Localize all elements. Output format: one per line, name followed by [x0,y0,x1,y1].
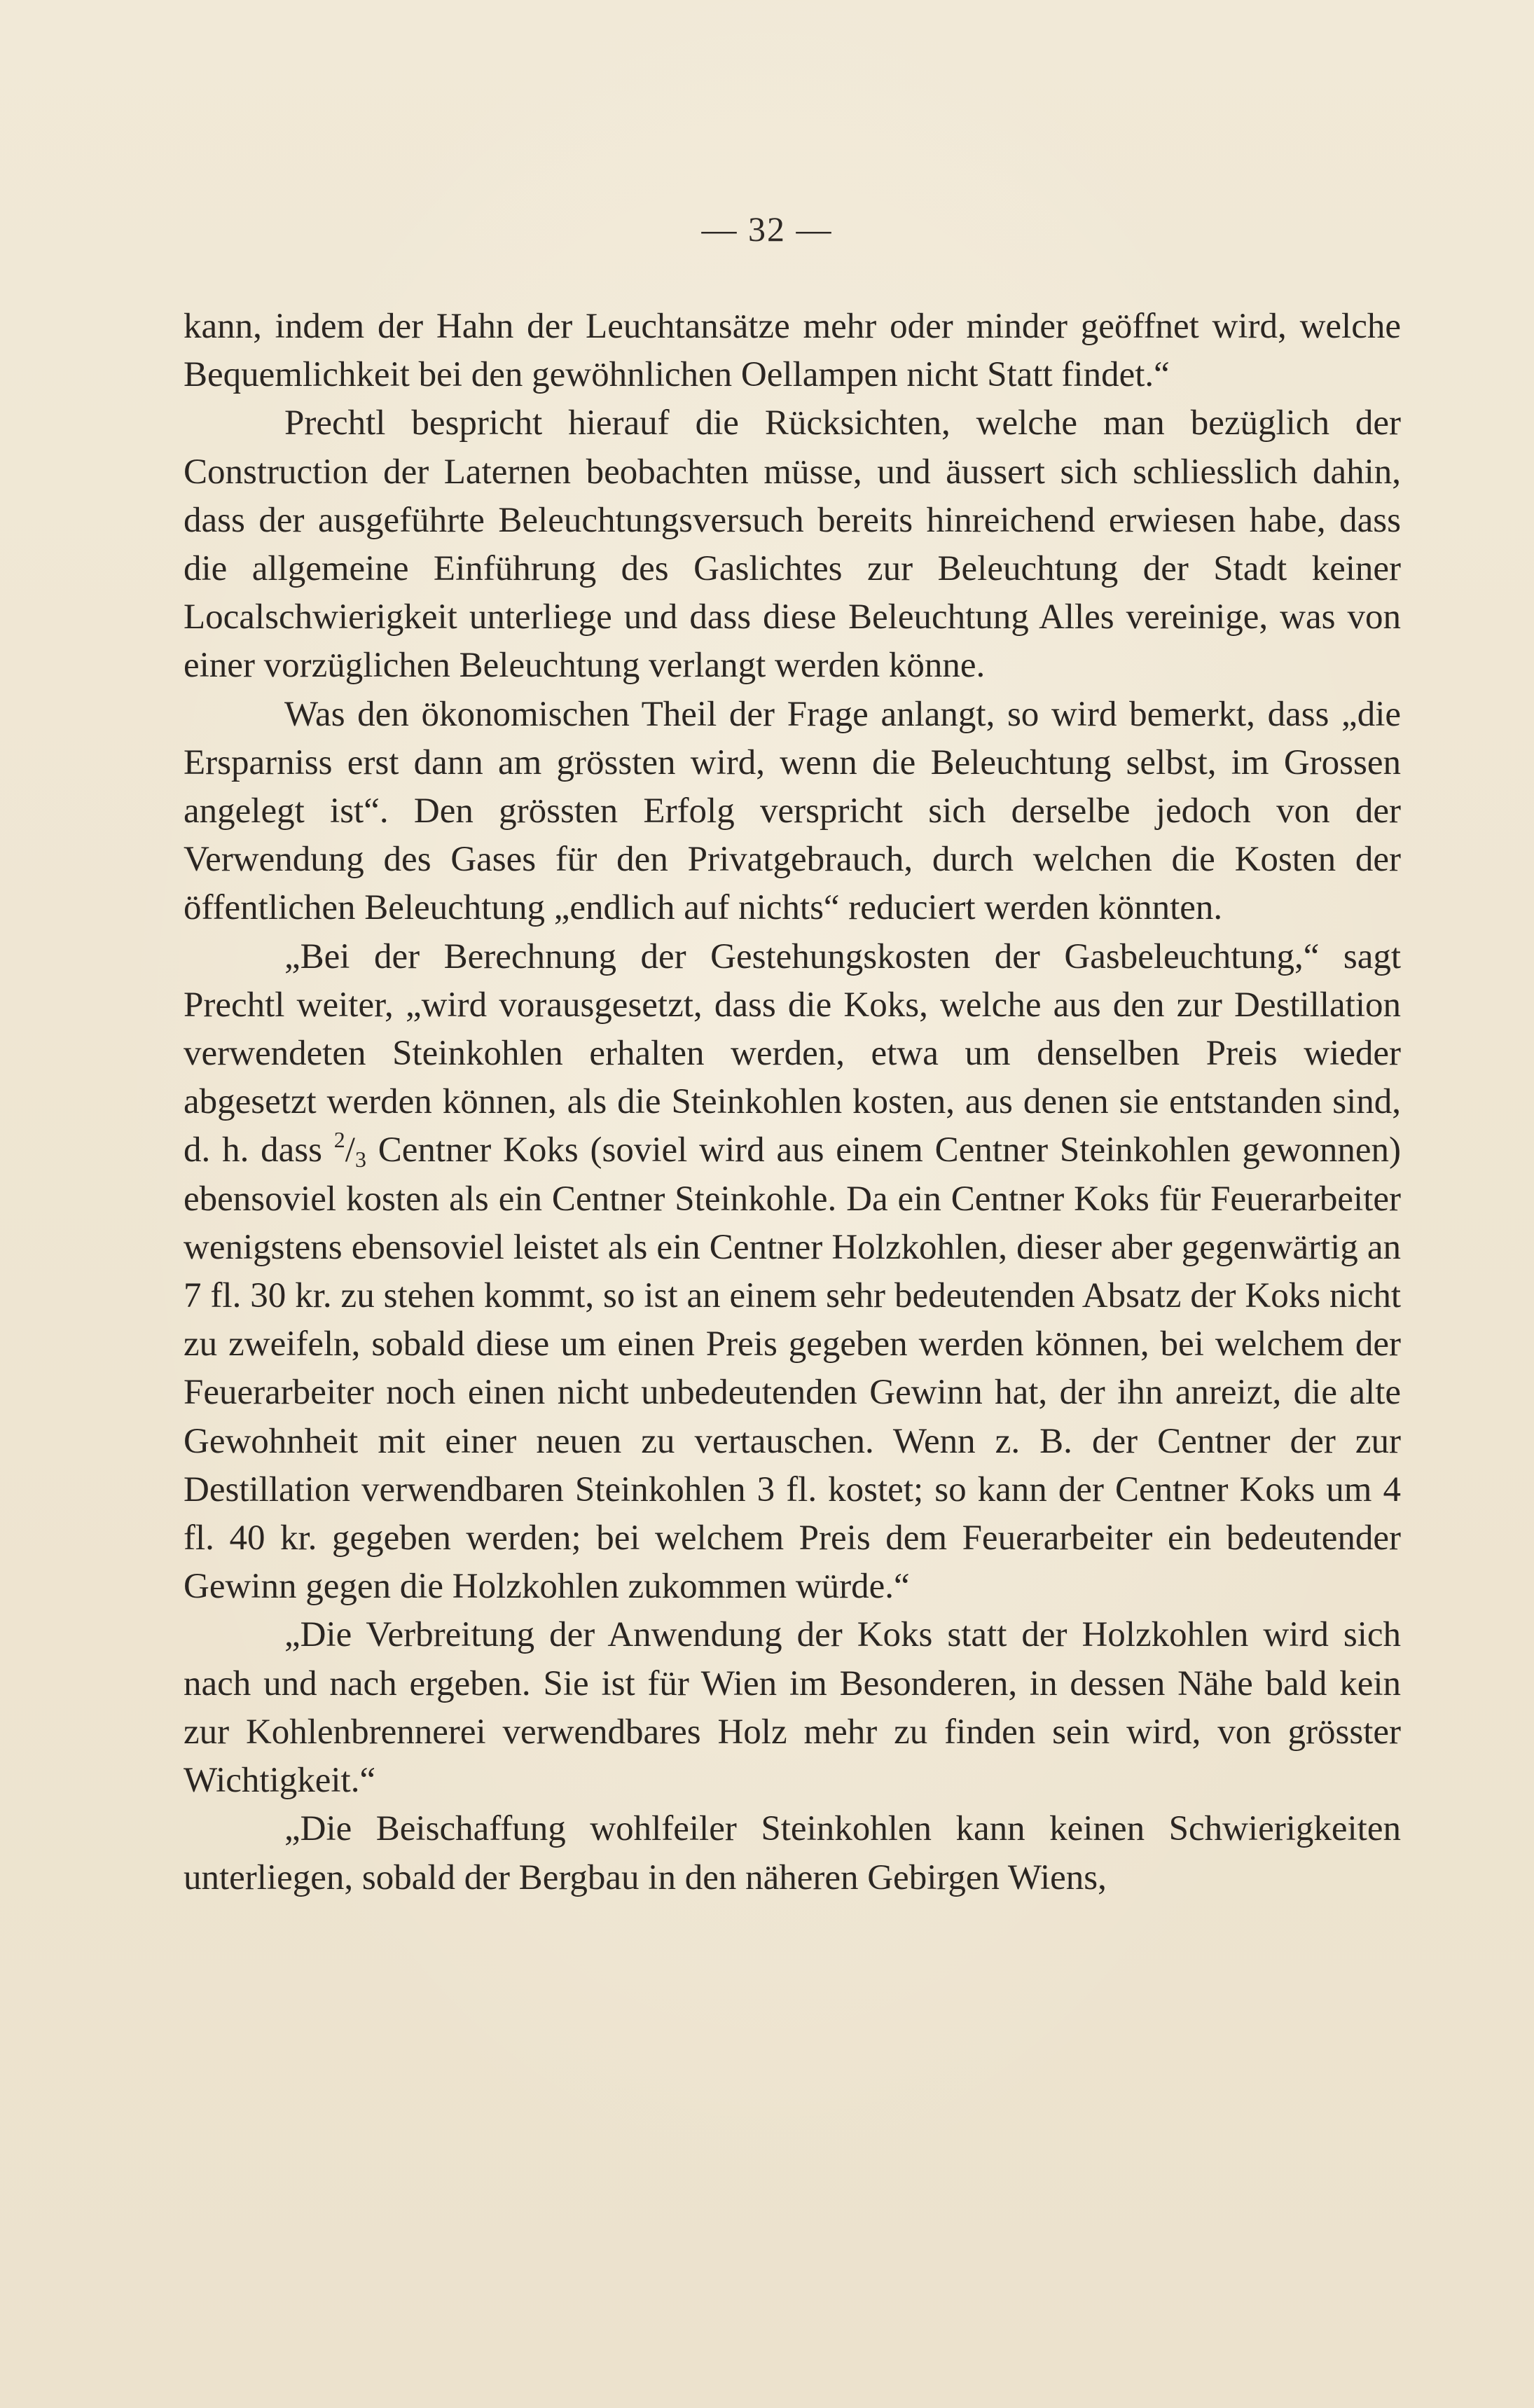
fraction-denominator: 3 [354,1147,366,1172]
body-text [184,303,1401,1902]
paragraph-4-text-before-fraction: „Bei der Berechnung der Gestehungskosten der Gasbeleuchtung,“ sagt Prechtl weiter, „wird vorausgesetzt, dass die Koks, welche aus den zur Destillation verwendeten Steinkohlen erhalten werden, etwa um denselben Preis wieder abgesetzt werden können, als die Steinkohlen kosten, aus denen sie entstanden sind, d. h. dass [184,936,1401,1170]
paragraph-4 [184,933,1401,1612]
paragraph-1: kann, indem der Hahn der Leuchtansätze mehr oder minder geöffnet wird, welche Bequemlichkeit bei den gewöhnlichen Oellampen nicht Statt findet.“ [184,307,1401,395]
fraction-numerator: 2 [333,1127,345,1153]
paragraph-4-text-after-fraction: Centner Koks (soviel wird aus einem Centner Steinkohlen gewonnen) ebensoviel kosten als ein Centner Steinkohle. Da ein Centner Koks für Feuerarbeiter wenigstens ebensoviel leistet als ein Centner Holzkohlen, dieser aber gegenwärtig an 7 fl. 30 kr. zu stehen kommt, so ist an einem sehr bedeutenden Absatz der Koks nicht zu zweifeln, sobald diese um einen Preis gegeben werden können, bei welchem der Feuerarbeiter noch einen nicht unbedeutenden Gewinn hat, der ihn anreizt, die alte Gewohnheit mit einer neuen zu vertauschen. Wenn z. B. der Centner der zur Destillation verwendbaren Steinkohlen 3 fl. kostet; so kann der Centner Koks um 4 fl. 40 kr. gegeben werden; bei welchem Preis dem Feuerarbeiter ein bedeutender Gewinn gegen die Holzkohlen zukommen würde.“ [184,1130,1401,1607]
page-number: — 32 — [701,209,833,249]
paragraph-3: Was den ökonomischen Theil der Frage anlangt, so wird bemerkt, dass „die Ersparniss erst dann am grössten wird, wenn die Beleuchtung selbst, im Grossen angelegt ist“. Den grössten Erfolg verspricht sich derselbe jedoch von der Verwendung des Gases für den Privatgebrauch, durch welchen die Kosten der öffentlichen Beleuchtung „endlich auf nichts“ reduciert werden könnten. [184,694,1401,928]
paragraph-5: „Die Verbreitung der Anwendung der Koks statt der Holzkohlen wird sich nach und nach ergeben. Sie ist für Wien im Besonderen, in dessen Nähe bald kein zur Kohlenbrennerei verwendbares Holz mehr zu finden sein wird, von grösster Wichtigkeit.“ [184,1615,1401,1801]
paragraph-6: „Die Beischaffung wohlfeiler Steinkohlen kann keinen Schwierigkeiten unterliegen, sobald der Bergbau in den näheren Gebirgen Wiens, [184,1809,1401,1897]
paragraph-2: Prechtl bespricht hierauf die Rücksichten, welche man bezüglich der Construction der Laternen beobachten müsse, und äussert sich schliesslich dahin, dass der ausgeführte Beleuchtungsversuch bereits hinreichend erwiesen habe, dass die allgemeine Einführung des Gaslichtes zur Beleuchtung der Stadt keiner Localschwierigkeit unterliege und dass diese Beleuchtung Alles vereinige, was von einer vorzüglichen Beleuchtung verlangt werden könne. [184,403,1401,686]
fraction-slash: / [345,1130,355,1170]
